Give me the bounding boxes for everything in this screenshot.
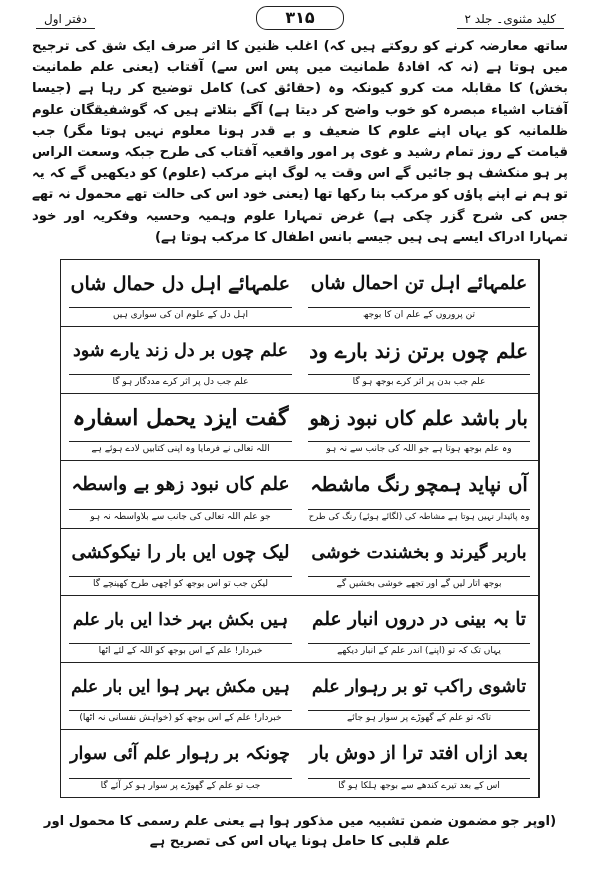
verse-text: بعد ازاں افتد ترا از دوش بار (309, 742, 528, 764)
couplet-4-right-hemistich (61, 461, 300, 528)
couplet-2-right-hemistich (61, 327, 300, 394)
verse-translation: وہ علم بوجھ ہوتا ہے جو اللہ کی جانب سے نہ ہو (308, 441, 530, 456)
verse-text: بار باشد علم کاں نبود زھو (309, 406, 528, 431)
verse-translation: وہ پائیدار نہیں ہوتا ہے مشاطہ کی (لگائے ہوئے) رنگ کی طرح (308, 509, 530, 524)
verse-text: علم چوں بر دل زند یارے شود (72, 341, 289, 362)
outro-paragraph: (اوپر جو مضمون ضمن تشبیہ میں مذکور ہوا ہے یعنی علم رسمی کا محمول اور علم قلبی کا حامل ہونا یہاں اس کی تصریح ہے (43, 814, 557, 849)
couplet-7-left-hemistich (300, 663, 539, 730)
verse-translation: جب تو علم کے گھوڑے پر سوار ہو کر آئے گا (69, 778, 292, 793)
verse-text: ہیں مکش بہر ہوا ایں بار علم (71, 676, 290, 697)
verse-text: چونکہ بر رہوار علم آئی سوار (70, 743, 290, 764)
section-title: دفتر اول (36, 10, 95, 29)
verse-text: گفت ایزد یحمل اسفارہ (72, 405, 289, 432)
couplet-3-left-hemistich (300, 394, 539, 461)
verse-translation: تن پروروں کے علم ان کا بوجھ (308, 307, 530, 322)
verse-translation: خبردار! علم کے اس بوجھ کو اللہ کے لئے اٹھا (69, 643, 292, 658)
verse-translation: بوجھ اتار لیں گے اور تجھے خوشی بخشیں گے (308, 576, 530, 591)
page-header (36, 6, 564, 32)
verse-text: لیک چوں ایں بار را نیکوکشی (71, 541, 290, 563)
verse-translation: اس کے بعد تیرے کندھے سے بوجھ ہلکا ہو گا (308, 778, 530, 793)
page-number: ۳۱۵ (256, 6, 344, 30)
couplet-table (60, 259, 540, 798)
couplet-7-right-hemistich (61, 663, 300, 730)
couplet-8-left-hemistich (300, 730, 539, 797)
verse-text: علمہائے اہل دل حمال شاں (70, 273, 290, 295)
verse-translation: اللہ تعالی نے فرمایا وہ اپنی کتابیں لادے ہوئے ہے (69, 441, 292, 456)
couplet-5-left-hemistich (300, 529, 539, 596)
verse-translation: یہاں تک کہ تو (اپنے) اندر علم کے انبار دیکھے (308, 643, 530, 658)
couplet-6-left-hemistich (300, 596, 539, 663)
verse-text: علم کاں نبود زھو بے واسطہ (71, 474, 290, 496)
couplet-2-left-hemistich (300, 327, 539, 394)
verse-text: آں نپاید ہمچو رنگ ماشطہ (310, 473, 528, 497)
couplet-5-right-hemistich (61, 529, 300, 596)
verse-text: باربر گیرند و بخشندت خوشی (311, 542, 527, 563)
verse-text: علمہائے اہل تن احمال شاں (310, 273, 528, 294)
verse-translation: علم جب بدن پر اثر کرے بوجھ ہو گا (308, 374, 530, 389)
verse-translation: اہل دل کے علوم ان کی سواری ہیں (69, 307, 292, 322)
verse-translation: لیکن جب تو اس بوجھ کو اچھی طرح کھینچے گا (69, 576, 292, 591)
verse-translation: خبردار! علم کے اس بوجھ کو (خواہش نفسانی نہ اٹھا) (69, 710, 292, 725)
couplet-6-right-hemistich (61, 596, 300, 663)
couplet-1-right-hemistich (61, 260, 300, 327)
verse-text: تاشوی راکب تو بر رہوار علم (311, 676, 527, 697)
verse-translation: تاکہ تو علم کے گھوڑے پر سوار ہو جائے (308, 710, 530, 725)
intro-paragraph: ساتھ معارضہ کرنے کو روکتے ہیں کہ) اغلب ظنین کا اثر صرف ایک شق کی ترجیح میں ہوتا ہے (نہ کہ افادۂ طمانیت میں پس اس سے) آفتاب (یعنی علم طمانیت بخش) کا مقابلہ مت کرو کیونکہ وہ (حقائق کی) کامل توضیح کر رہا ہے (جیسا آفتاب اشیاء مبصرہ کو خوب واضح کر دیتا ہے) آگے بتلاتے ہیں کہ گوشفیقگان علوم ظلمانیہ کو یہاں اپنے علوم کا ضعیف و بے قدر ہونا معلوم نہیں ہوتا مگر) جب قیامت کے روز تمام رشید و غوی پر امور واقعیہ آفتاب کی طرح جبکہ وسعت الراس پر ہو منکشف ہو جائیں گے اس وقت یہ لوگ اپنے مرکب (علوم) کو دیکھیں گے کہ یہ تو ہم نے اپنے پاؤں کو مرکب بنا رکھا تھا (یعنی خود اس کی حالت تھے محمول نہ تھے جس کی شرح گزر چکی ہے) غرض تمہارا علوم وہمیہ وحسیہ وفکریہ اور خود تمہارا ادراک ایسے ہی ہیں جیسے بانس اطفال کا مرکب ہوتا ہے) (32, 39, 568, 245)
verse-text: تا بہ بینی در دروں انبار علم (312, 608, 526, 630)
verse-text: ہیں بکش بہر خدا ایں بار علم (72, 609, 289, 630)
couplet-1-left-hemistich (300, 260, 539, 327)
verse-translation: جو علم اللہ تعالی کی جانب سے بلاواسطہ نہ ہو (69, 509, 292, 524)
couplet-4-left-hemistich (300, 461, 539, 528)
book-title: کلید مثنوی۔ جلد ۲ (457, 10, 564, 29)
verse-text: علم چوں برتن زند بارے ود (309, 339, 528, 364)
verse-translation: علم جب دل پر اثر کرے مددگار ہو گا (69, 374, 292, 389)
couplet-3-right-hemistich (61, 394, 300, 461)
couplet-8-right-hemistich (61, 730, 300, 797)
